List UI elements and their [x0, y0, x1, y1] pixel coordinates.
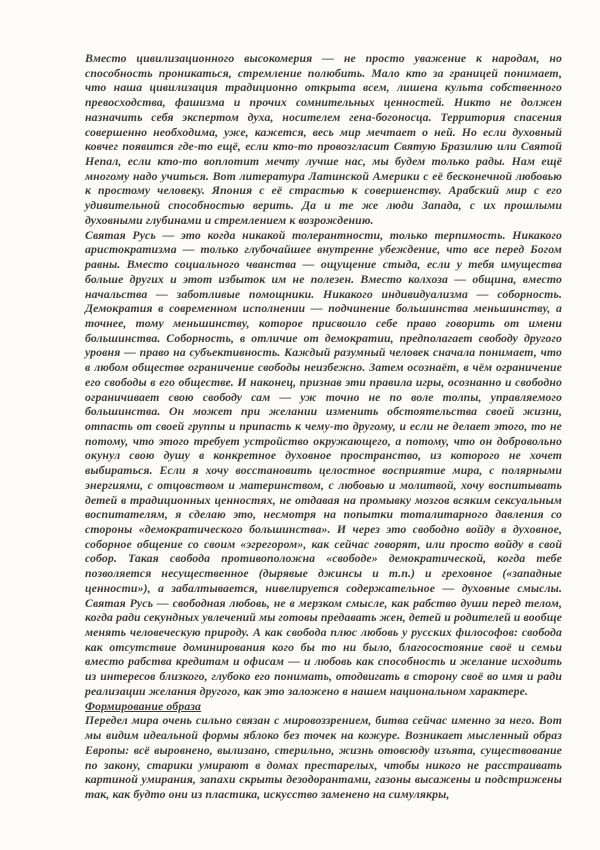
section-heading: Формирование образа	[85, 698, 202, 713]
text-block	[85, 51, 562, 802]
body-paragraph-1: Вместо цивилизационного высокомерия — не просто уважение к народам, но способность проникаться, стремление полюбить. Мало кто за границей понимает, что наша цивилизация традиционно открыта всем, лишена культа собственного превосходства, фашизма и прочих сомнительных ценностей. Никто не должен назначить себя экспертом духа, носителем гена-богоносца. Территория спасения совершенно необходима, уже, кажется, весь мир мечтает о ней. Но если духовный ковчег появится где-то ещё, если кто-то провозгласит Святую Бразилию или Святой Непал, если кто-то воплотит мечту лучше нас, мы будем только рады. Нам ещё многому надо учиться. Вот литература Латинской Америки с её бесконечной любовью к простому человеку. Япония с её страстью к совершенству. Арабский мир с его удивительной способностью верить. Да и те же люди Запада, с их прошлыми духовными глубинами и стремлением к возрождению.	[85, 51, 562, 227]
body-paragraph-3: Передел мира очень сильно связан с мировоззрением, битва сейчас именно за него. Вот мы видим идеальной формы яблоко без точек на кожуре. Возникает мысленный образ Европы: всё выровнено, вылизано, стерильно, жизнь отовсюду изъята, существование по закону, старики умирают в домах престарелых, чтобы никого не расстраивать картиной умирания, запахи скрыты дезодорантами, газоны высажены и подстрижены так, как будто они из пластика, искусство заменено на симулякры,	[85, 713, 562, 801]
body-paragraph-2: Святая Русь — это когда никакой толерантности, только терпимость. Никакого аристократизма — только глубочайшее внутренне убеждение, что все перед Богом равны. Вместо социального чванства — ощущение стыда, если у тебя имущества больше других и этот избыток им не полезен. Вместо колхоза — община, вместо начальства — заботливые помощники. Никакого индивидуализма — соборность. Демократия в современном исполнении — подчинение большинства меньшинству, а точнее, тому меньшинству, которое присвоило себе право говорить от имени большинства. Соборность, в отличие от демократии, предполагает свободу другого уровня — право на субъективность. Каждый разумный человек сначала понимает, что в любом обществе ограничение свободы неизбежно. Затем осознаёт, в чём ограничение его свободы в его обществе. И наконец, признав эти правила игры, осознанно и свободно ограничивает свою свободу сам — уж точно не по воле толпы, управляемого большинства. Он может при желании изменить обстоятельства своей жизни, отпасть от своей группы и припасть к чему-то другому, и если не делает этого, то не потому, что этого требует устройство окружающего, а потому, что он добровольно окунул свою душу в конкретное духовное пространство, из которого не хочет выбираться. Если я хочу восстановить целостное восприятие мира, с полярными энергиями, с отцовством и материнством, с любовью и молитвой, хочу воспитывать детей в традиционных ценностях, не отдавая на промывку мозгов всяким сексуальным воспитателям, я сделаю это, несмотря на попытки тоталитарного давления со стороны «демократического большинства». И через это свободно войду в духовное, соборное общение со своим «эгрегором», как сейчас говорят, или просто войду в свой собор. Такая свобода противоположна «свободе» демократической, когда тебе позволяется несущественное (дырявые джинсы и т.п.) и греховное («западные ценности»), а забалтывается, нивелируется содержательное — духовные смыслы. Святая Русь — свободная любовь, не в мерзком смысле, как рабство души перед телом, когда ради секундных увлечений мы готовы предавать жен, детей и родителей и вообще менять человеческую природу. А как свобода плюс любовь у русских философов: свобода как отсутствие доминирования кого бы то ни было, благосостояние своё и семьи вместо рабства кредитам и офисам — и любовь как способность и желание исходить из интересов близкого, глубоко его понимать, отодвигать в сторону своё во имя и ради реализации желания другого, как это заложено в нашем национальном характере.	[85, 227, 562, 698]
